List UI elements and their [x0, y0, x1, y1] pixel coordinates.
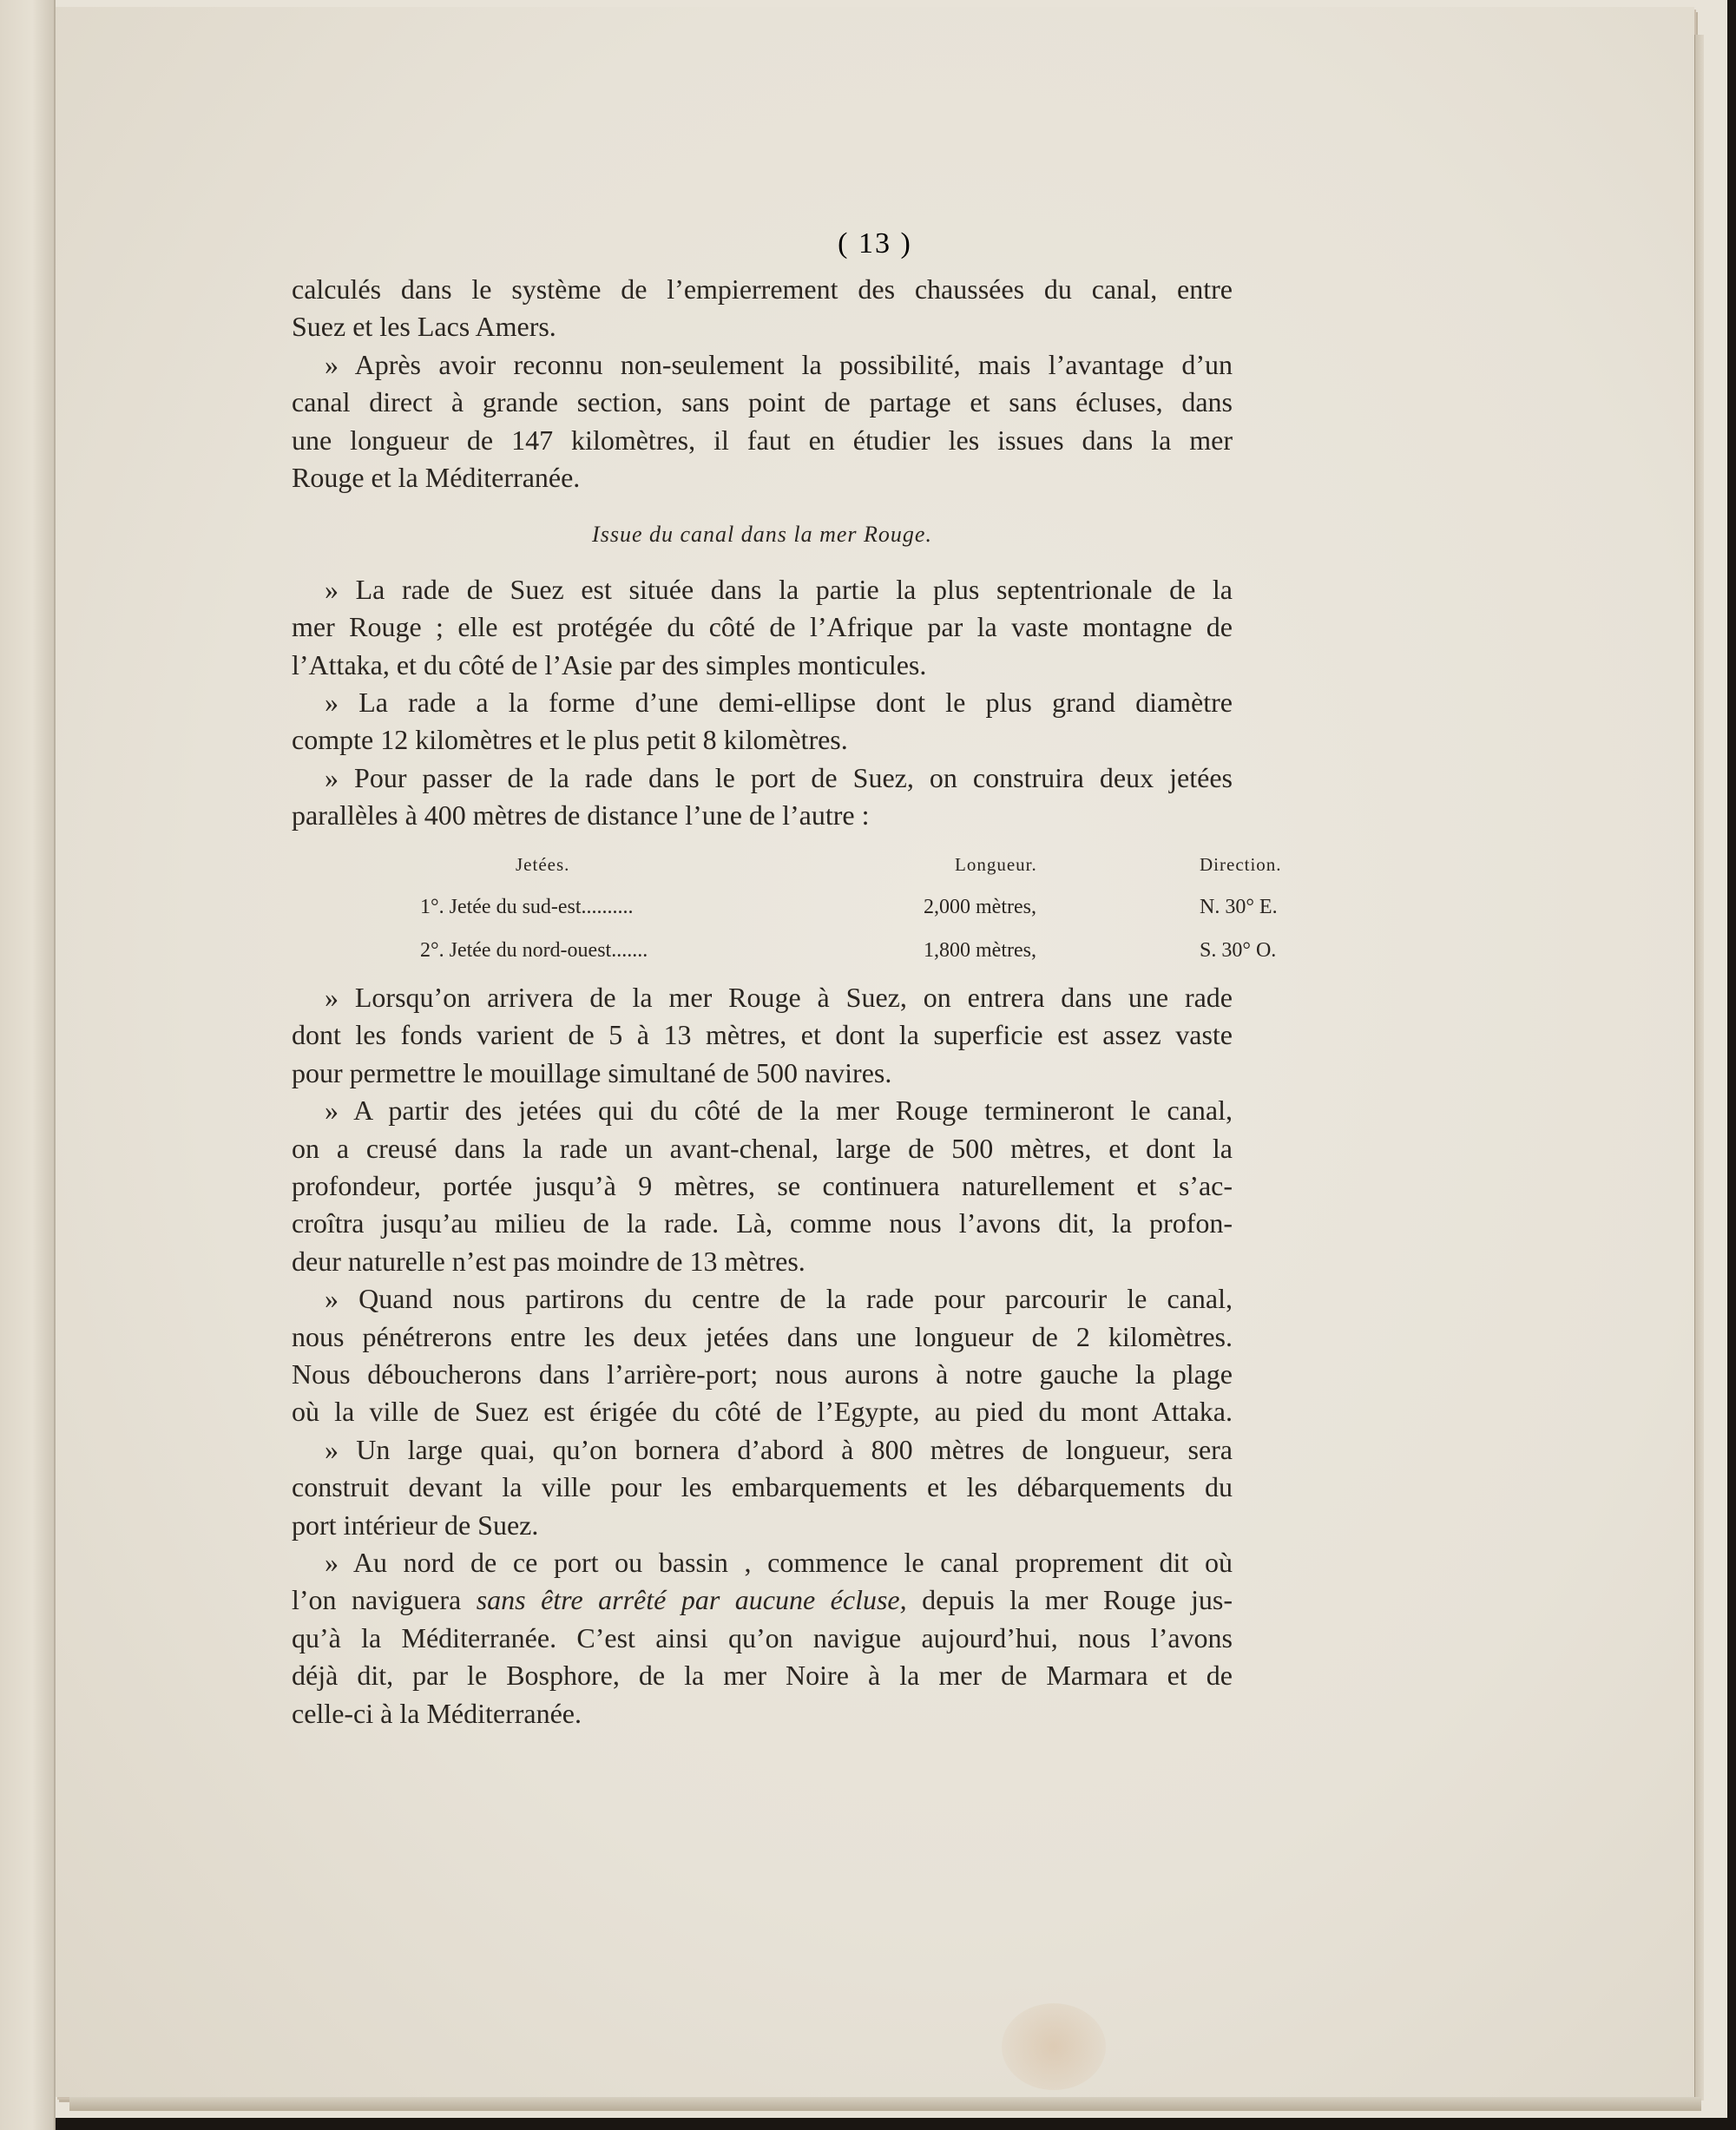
text-line: pour permettre le mouillage simultané de 500 navires.	[292, 1056, 892, 1088]
text-line: port intérieur de Suez.	[292, 1509, 539, 1541]
text-line: Nous déboucherons dans l’arrière-port; nous aurons à notre gauche la plage	[292, 1358, 1233, 1390]
table-cell: 1,800 mètres,	[924, 938, 1036, 962]
paragraph	[292, 1431, 1233, 1544]
left-page-edge	[0, 0, 56, 2130]
paragraph	[292, 571, 1233, 684]
text-line: » Au nord de ce port ou bassin , commence le canal proprement dit où	[325, 1547, 1233, 1578]
table-cell: 1°. Jetée du sud-est..........	[420, 896, 634, 919]
text-line: mer Rouge ; elle est protégée du côté de l’Afrique par la vaste montagne de	[292, 611, 1233, 643]
text-line: parallèles à 400 mètres de distance l’une de l’autre :	[292, 799, 870, 832]
table-cell: 2,000 mètres,	[924, 896, 1036, 919]
text-line: profondeur, portée jusqu’à 9 mètres, se continuera naturellement et s’ac-	[292, 1169, 1233, 1201]
text-line: deur naturelle n’est pas moindre de 13 mètres.	[292, 1245, 806, 1277]
text-line: calculés dans le système de l’empierrement des chaussées du canal, entre	[292, 273, 1233, 305]
table-cell: N. 30° E.	[1200, 896, 1278, 919]
text-line: » A partir des jetées qui du côté de la mer Rouge termineront le canal,	[325, 1095, 1233, 1127]
text-line: déjà dit, par le Bosphore, de la mer Noire à la mer de Marmara et de	[292, 1660, 1233, 1692]
text-line: une longueur de 147 kilomètres, il faut en étudier les issues dans la mer	[292, 424, 1233, 456]
text-line: qu’à la Méditerranée. C’est ainsi qu’on navigue aujourd’hui, nous l’avons	[292, 1621, 1233, 1653]
text-line: Suez et les Lacs Amers.	[292, 311, 556, 343]
text-line: compte 12 kilomètres et le plus petit 8 kilomètres.	[292, 724, 848, 756]
paragraph	[292, 346, 1233, 497]
table-cell: S. 30° O.	[1200, 938, 1277, 962]
text-span: depuis la mer Rouge jus-	[906, 1584, 1233, 1616]
text-line: » Après avoir reconnu non-seulement la possibilité, mais l’avantage d’un	[325, 348, 1233, 380]
table-header: Jetées.	[516, 853, 570, 875]
text-line: » La rade a la forme d’une demi-ellipse dont le plus grand diamètre	[325, 687, 1233, 719]
text-block	[292, 271, 1282, 1732]
text-line: construit devant la ville pour les embarquements et les débarquements du	[292, 1471, 1233, 1503]
paragraph	[292, 684, 1233, 759]
text-line: nous pénétrerons entre les deux jetées dans une longueur de 2 kilomètres.	[292, 1320, 1233, 1352]
text-line: canal direct à grande section, sans point de partage et sans écluses, dans	[292, 386, 1233, 418]
page-edge-bottom	[69, 2097, 1701, 2111]
text-line: où la ville de Suez est érigée du côté de l’Egypte, au pied du mont Attaka.	[292, 1396, 1233, 1428]
text-line-with-italic	[292, 1581, 1233, 1619]
text-line: » Quand nous partirons du centre de la rade pour parcourir le canal,	[325, 1283, 1233, 1315]
paragraph	[292, 271, 1233, 346]
text-line: » La rade de Suez est située dans la partie la plus septentrionale de la	[325, 573, 1233, 605]
italic-phrase: sans être arrêté par aucune écluse,	[476, 1584, 907, 1616]
text-line: croîtra jusqu’au milieu de la rade. Là, comme nous l’avons dit, la profon-	[292, 1207, 1233, 1239]
table-header-row	[420, 844, 1321, 886]
paragraph	[292, 759, 1233, 835]
table-header: Longueur.	[955, 853, 1037, 875]
text-span: l’on naviguera	[292, 1584, 477, 1616]
text-line: on a creusé dans la rade un avant-chenal, large de 500 mètres, et dont la	[292, 1132, 1233, 1164]
text-line: l’Attaka, et du côté de l’Asie par des simples monticules.	[292, 648, 927, 680]
table-row	[420, 886, 1321, 929]
text-line: » Lorsqu’on arrivera de la mer Rouge à Suez, on entrera dans une rade	[325, 981, 1233, 1013]
table-row	[420, 930, 1321, 972]
paper-stain	[1002, 2003, 1106, 2090]
jetees-table	[420, 844, 1321, 972]
table-header: Direction.	[1200, 853, 1282, 875]
text-line: celle-ci à la Méditerranée.	[292, 1697, 582, 1729]
paragraph	[292, 979, 1233, 1092]
paragraph	[292, 1092, 1233, 1280]
section-heading: Issue du canal dans la mer Rouge.	[592, 522, 932, 548]
paragraph	[292, 1544, 1233, 1732]
page-number: ( 13 )	[838, 227, 912, 260]
text-line: » Un large quai, qu’on bornera d’abord à 800 mètres de longueur, sera	[325, 1433, 1233, 1465]
text-line: dont les fonds varient de 5 à 13 mètres, et dont la superficie est assez vaste	[292, 1019, 1233, 1051]
table-cell: 2°. Jetée du nord-ouest.......	[420, 938, 648, 962]
page-edge-right	[1694, 35, 1704, 2100]
text-line: » Pour passer de la rade dans le port de Suez, on construira deux jetées	[325, 761, 1233, 793]
text-line: Rouge et la Méditerranée.	[292, 462, 581, 494]
paragraph	[292, 1280, 1233, 1431]
